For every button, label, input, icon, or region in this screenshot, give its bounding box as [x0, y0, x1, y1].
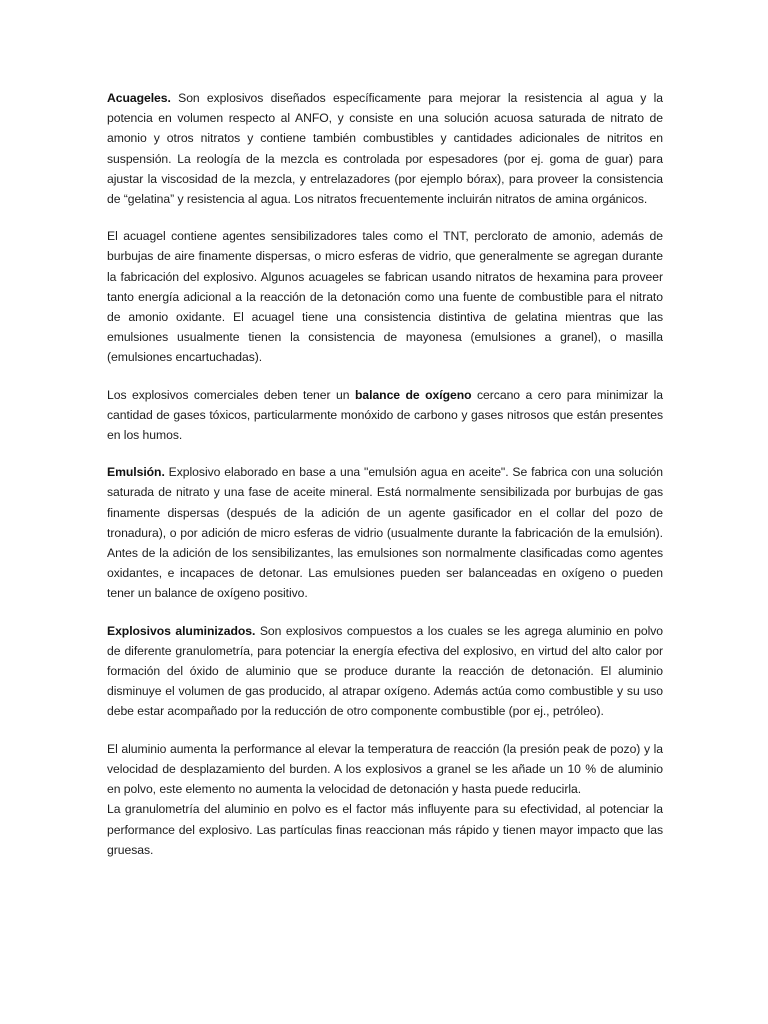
paragraph-text: Son explosivos diseñados específicamente para mejorar la resistencia al agua y la potencia en volumen respecto al ANFO, y consiste en una solución acuosa saturada de nitrato de amonio y otros nitratos y contiene también combustibles y cantidades adicionales de nitritos en suspensión. La reología de la mezcla es controlada por espesadores (por ej. goma de guar) para ajustar la viscosidad de la mezcla, y entrelazadores (por ejemplo bórax), para proveer la consistencia de “gelatina” y resistencia al agua. Los nitratos frecuentemente incluirán nitratos de amina orgánicos. — [107, 91, 663, 207]
term-acuageles: Acuageles. — [107, 91, 171, 105]
paragraph-acuageles — [107, 88, 663, 209]
paragraph-explosivos-aluminizados — [107, 621, 663, 722]
term-explosivos-aluminizados: Explosivos aluminizados. — [107, 623, 256, 638]
paragraph-text: La granulometría del aluminio en polvo es el factor más influyente para su efectividad, al potenciar la performance del explosivo. Las partículas finas reaccionan más rápido y tienen mayor impacto que las gruesas. — [107, 802, 663, 857]
paragraph-text: Los explosivos comerciales deben tener un — [107, 387, 355, 402]
paragraph-text: El aluminio aumenta la performance al elevar la temperatura de reacción (la presión peak de pozo) y la velocidad de desplazamiento del burden. A los explosivos a granel se les añade un 10 % de aluminio en polvo, este elemento no aumenta la velocidad de detonación y hasta puede reducirla. — [107, 741, 663, 797]
paragraph-emulsion — [107, 462, 663, 603]
paragraph-acuagel-sensibilizadores — [107, 226, 663, 367]
paragraph-text: Explosivo elaborado en base a una "emulsión agua en aceite". Se fabrica con una solución saturada de nitrato y una fase de aceite mineral. Está normalmente sensibilizada por burbujas de gas finamente dispersas (después de la adición de un agente gasificador en el collar del pozo de tronadura), o por adición de micro esferas de vidrio (usualmente durante la fabricación de la emulsión). Antes de la adición de los sensibilizantes, las emulsiones son normalmente clasificadas como agentes oxidantes, e incapaces de detonar. Las emulsiones pueden ser balanceadas en oxígeno o pueden tener un balance de oxígeno positivo. — [107, 465, 663, 601]
term-emulsion: Emulsión. — [107, 465, 165, 480]
paragraph-balance-oxigeno — [107, 385, 663, 446]
paragraph-text: cercano a cero para minimizar la cantidad de gases tóxicos, particularmente monóxido de carbono y gases nitrosos que están presentes en los humos. — [107, 387, 663, 443]
paragraph-granulometria — [107, 799, 663, 860]
term-balance-de-oxigeno: balance de oxígeno — [354, 387, 472, 402]
paragraph-aluminio-performance — [107, 739, 663, 800]
paragraph-text: El acuagel contiene agentes sensibilizadores tales como el TNT, perclorato de amonio, además de burbujas de aire finamente dispersas, o micro esferas de vidrio, que generalmente se agregan durante la fabricación del explosivo. Algunos acuageles se fabrican usando nitratos de hexamina para proveer tanto energía adicional a la reacción de la detonación como una fuente de combustible para el nitrato de amonio oxidante. El acuagel tiene una consistencia distintiva de gelatina mientras que las emulsiones usualmente tienen la consistencia de mayonesa (emulsiones a granel), o masilla (emulsiones encartuchadas). — [107, 229, 663, 365]
paragraph-text: Son explosivos compuestos a los cuales se les agrega aluminio en polvo de diferente granulometría, para potenciar la energía efectiva del explosivo, en virtud del alto calor por formación del óxido de aluminio que se produce durante la reacción de detonación. El aluminio disminuye el volumen de gas producido, al atrapar oxígeno. Además actúa como combustible y su uso debe estar acompañado por la reducción de otro componente combustible (por ej., petróleo). — [107, 623, 663, 719]
